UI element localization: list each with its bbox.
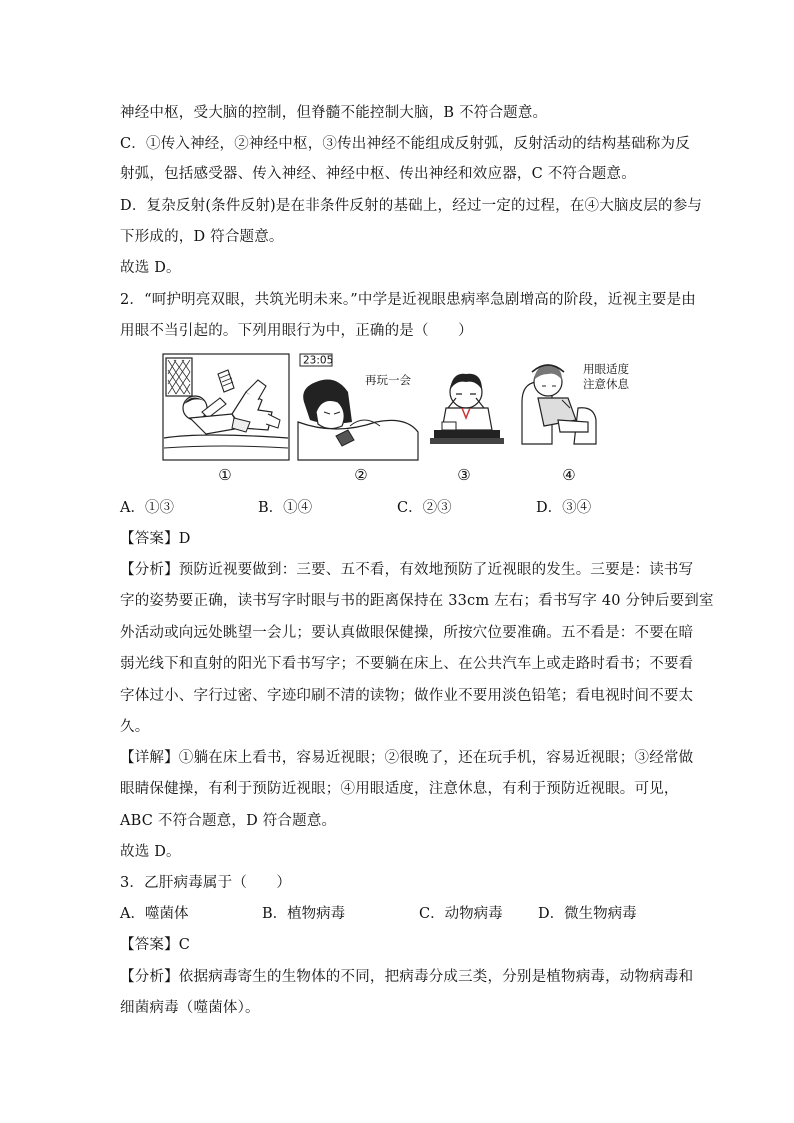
analysis-line: 外活动或向远处眺望一会儿；要认真做眼保健操，所按穴位要准确。五不看是：不要在暗 (120, 625, 694, 641)
text-line: D．复杂反射(条件反射)是在非条件反射的基础上，经过一定的过程，在④大脑皮层的参与 (120, 198, 703, 214)
analysis-line: 【分析】预防近视要做到：三要、五不看，有效地预防了近视眼的发生。三要是：读书写 (120, 562, 694, 578)
detail-line: 【详解】①躺在床上看书，容易近视眼；②很晚了，还在玩手机，容易近视眼；③经常做 (120, 750, 694, 766)
speech-bubble-line2: 注意休息 (583, 377, 629, 391)
option-b: B．植物病毒 (262, 906, 346, 922)
text-line: 故选 D。 (120, 260, 181, 276)
analysis-line: 细菌病毒（噬菌体）。 (120, 1000, 260, 1016)
speech-bubble-line1: 用眼适度 (583, 362, 629, 376)
figure-label: ② (354, 466, 368, 484)
figure-lying-reading (162, 352, 290, 462)
text-line: 神经中枢，受大脑的控制，但脊髓不能控制大脑，B 不符合题意。 (120, 105, 548, 121)
option-b: B．①④ (258, 500, 313, 516)
option-d: D．微生物病毒 (538, 906, 637, 922)
detail-line: 眼睛保健操，有利于预防近视眼；④用眼适度，注意休息，有利于预防近视眼。可见， (120, 781, 679, 797)
answer-line: 【答案】D (120, 531, 191, 547)
figure-label: ① (218, 466, 232, 484)
figure-label: ③ (457, 466, 471, 484)
analysis-line: 【分析】依据病毒寄生的生物体的不同，把病毒分成三类，分别是植物病毒，动物病毒和 (120, 969, 694, 985)
detail-line: ABC 不符合题意，D 符合题意。 (120, 813, 337, 829)
speech-bubble: 再玩一会 (365, 373, 411, 387)
option-c: C．②③ (397, 500, 452, 516)
analysis-line: 弱光线下和直射的阳光下看书写字；不要躺在床上、在公共汽车上或走路时看书；不要看 (120, 656, 694, 672)
question-2-stem: 2．“呵护明亮双眼，共筑光明未来。”中学是近视眼患病率急剧增高的阶段，近视主要是由 (120, 292, 696, 308)
figure-eye-exercise (422, 352, 512, 454)
option-a: A．噬菌体 (120, 906, 189, 922)
figure-night-phone (296, 352, 424, 462)
analysis-line: 久。 (120, 719, 150, 735)
analysis-line: 字的姿势要正确，读书写字时眼与书的距离保持在 33cm 左右；看书写字 40 分钟后要到室 (120, 593, 714, 609)
option-d: D．③④ (536, 500, 592, 516)
text-line: C．①传入神经，②神经中枢，③传出神经不能组成反射弧，反射活动的结构基础称为反 (120, 136, 690, 152)
clock-readout: 23:05 (303, 354, 334, 367)
answer-line: 【答案】C (120, 937, 191, 953)
text-line: 射弧，包括感受器、传入神经、神经中枢、传出神经和效应器，C 不符合题意。 (120, 166, 636, 182)
text-line: 下形成的，D 符合题意。 (120, 229, 284, 245)
option-a: A．①③ (120, 500, 174, 516)
option-c: C．动物病毒 (419, 906, 503, 922)
question-2-stem: 用眼不当引起的。下列用眼行为中，正确的是（ ） (120, 323, 473, 339)
analysis-line: 字体过小、字行过密、字迹印刷不清的读物；做作业不要用淡色铅笔；看电视时间不要太 (120, 688, 694, 704)
question-3-stem: 3．乙肝病毒属于（ ） (120, 875, 292, 891)
figure-label: ④ (562, 466, 576, 484)
detail-line: 故选 D。 (120, 844, 181, 860)
